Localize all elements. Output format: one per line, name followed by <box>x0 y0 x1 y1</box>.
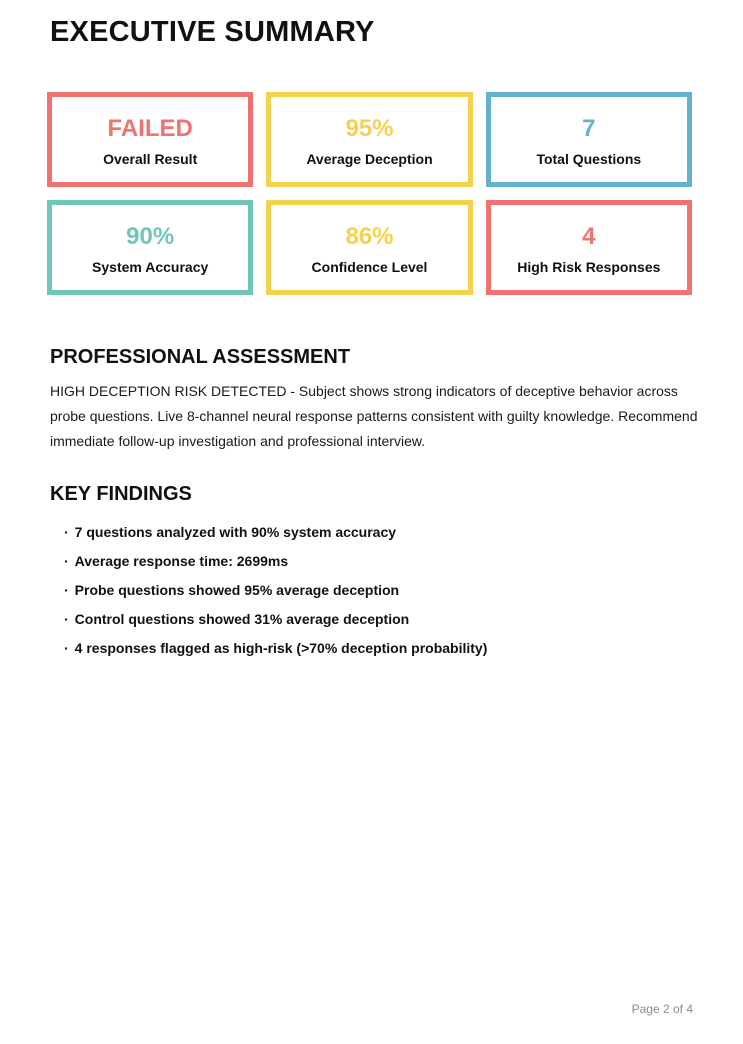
stat-label-total-questions: Total Questions <box>536 151 642 167</box>
stat-label-system-accuracy: System Accuracy <box>92 259 209 275</box>
stat-card-total-questions <box>486 92 692 187</box>
stat-value-confidence-level: 86% <box>345 223 394 250</box>
bullet-icon: · <box>64 524 69 540</box>
stat-card-overall-result <box>47 92 253 187</box>
stat-label-confidence-level: Confidence Level <box>311 259 428 275</box>
key-finding-item <box>64 605 487 634</box>
key-findings-heading: KEY FINDINGS <box>50 483 192 505</box>
stat-value-overall-result: FAILED <box>107 115 193 142</box>
key-finding-text: Control questions showed 31% average deception <box>74 611 410 627</box>
page-title: EXECUTIVE SUMMARY <box>50 16 375 48</box>
bullet-icon: · <box>64 582 69 598</box>
stat-value-average-deception: 95% <box>345 115 394 142</box>
key-findings-list <box>64 518 487 663</box>
professional-assessment-heading: PROFESSIONAL ASSESSMENT <box>50 346 351 368</box>
stat-card-average-deception <box>266 92 472 187</box>
stat-label-overall-result: Overall Result <box>103 151 198 167</box>
key-finding-text: Probe questions showed 95% average deception <box>74 582 400 598</box>
stat-card-system-accuracy <box>47 200 253 295</box>
key-finding-item <box>64 634 487 663</box>
key-finding-item <box>64 518 487 547</box>
bullet-icon: · <box>64 611 69 627</box>
key-finding-item <box>64 547 487 576</box>
professional-assessment-text: HIGH DECEPTION RISK DETECTED - Subject shows strong indicators of deceptive behavior across probe questions. Live 8-channel neural response patterns consistent with guilty knowledge. Recommend immediate follow-up investigation and professional interview. <box>50 383 698 449</box>
stat-cards-grid <box>47 92 692 295</box>
stat-card-high-risk-responses <box>486 200 692 295</box>
stat-label-high-risk-responses: High Risk Responses <box>517 259 661 275</box>
stat-label-average-deception: Average Deception <box>306 151 433 167</box>
bullet-icon: · <box>64 640 69 656</box>
stat-card-confidence-level <box>266 200 472 295</box>
key-finding-item <box>64 576 487 605</box>
key-finding-text: Average response time: 2699ms <box>74 553 289 569</box>
bullet-icon: · <box>64 553 69 569</box>
stat-value-system-accuracy: 90% <box>126 223 175 250</box>
page-number: Page 2 of 4 <box>631 1002 693 1016</box>
key-finding-text: 4 responses flagged as high-risk (>70% deception probability) <box>74 640 488 656</box>
stat-value-total-questions: 7 <box>582 115 596 142</box>
key-finding-text: 7 questions analyzed with 90% system accuracy <box>74 524 397 540</box>
stat-value-high-risk-responses: 4 <box>582 223 596 250</box>
